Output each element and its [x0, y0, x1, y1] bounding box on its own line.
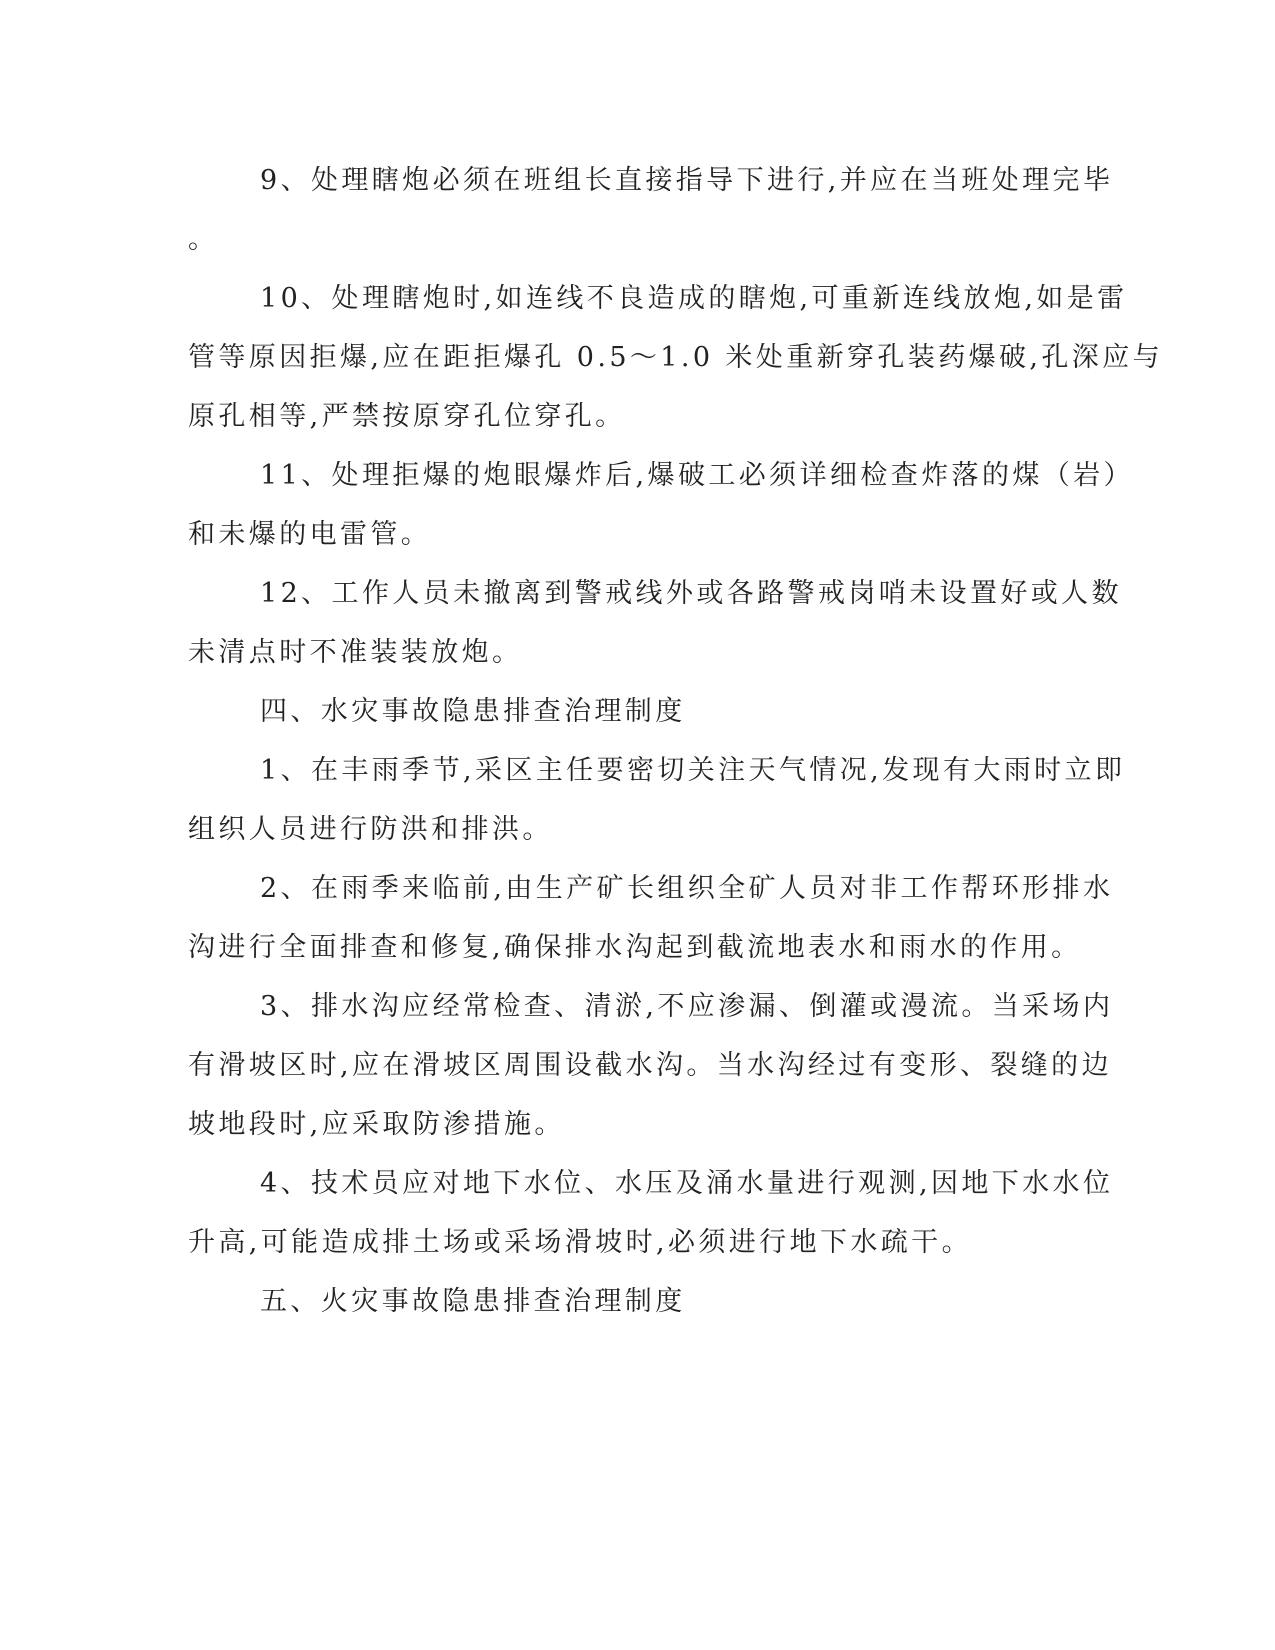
paragraph-9-line-2: 。 — [188, 224, 219, 255]
section-heading-flood: 四、水灾事故隐患排查治理制度 — [260, 696, 686, 727]
paragraph-10-line-1: 10、处理瞎炮时,如连线不良造成的瞎炮,可重新连线放炮,如是雷 — [260, 283, 1128, 314]
paragraph-10-line-3: 原孔相等,严禁按原穿孔位穿孔。 — [188, 401, 626, 432]
paragraph-11-line-2: 和未爆的电雷管。 — [188, 519, 432, 550]
paragraph-10-line-2: 管等原因拒爆,应在距拒爆孔 0.5～1.0 米处重新穿孔装药爆破,孔深应与 — [188, 342, 1164, 373]
flood-item-1-line-2: 组织人员进行防洪和排洪。 — [188, 814, 553, 845]
paragraph-9-line-1: 9、处理瞎炮必须在班组长直接指导下进行,并应在当班处理完毕 — [260, 165, 1114, 196]
flood-item-4-line-1: 4、技术员应对地下水位、水压及涌水量进行观测,因地下水水位 — [260, 1168, 1114, 1199]
flood-item-3-line-2: 有滑坡区时,应在滑坡区周围设截水沟。当水沟经过有变形、裂缝的边 — [188, 1050, 1112, 1081]
flood-item-3-line-1: 3、排水沟应经常检查、清淤,不应渗漏、倒灌或漫流。当采场内 — [260, 991, 1114, 1022]
section-heading-fire: 五、火灾事故隐患排查治理制度 — [260, 1286, 686, 1317]
flood-item-2-line-1: 2、在雨季来临前,由生产矿长组织全矿人员对非工作帮环形排水 — [260, 873, 1114, 904]
flood-item-4-line-2: 升高,可能造成排土场或采场滑坡时,必须进行地下水疏干。 — [188, 1227, 972, 1258]
paragraph-12-line-2: 未清点时不准装装放炮。 — [188, 637, 523, 668]
flood-item-1-line-1: 1、在丰雨季节,采区主任要密切关注天气情况,发现有大雨时立即 — [260, 755, 1126, 786]
flood-item-3-line-3: 坡地段时,应采取防渗措施。 — [188, 1109, 565, 1140]
paragraph-12-line-1: 12、工作人员未撤离到警戒线外或各路警戒岗哨未设置好或人数 — [260, 578, 1122, 609]
flood-item-2-line-2: 沟进行全面排查和修复,确保排水沟起到截流地表水和雨水的作用。 — [188, 932, 1082, 963]
paragraph-11-line-1: 11、处理拒爆的炮眼爆炸后,爆破工必须详细检查炸落的煤（岩） — [260, 460, 1134, 491]
